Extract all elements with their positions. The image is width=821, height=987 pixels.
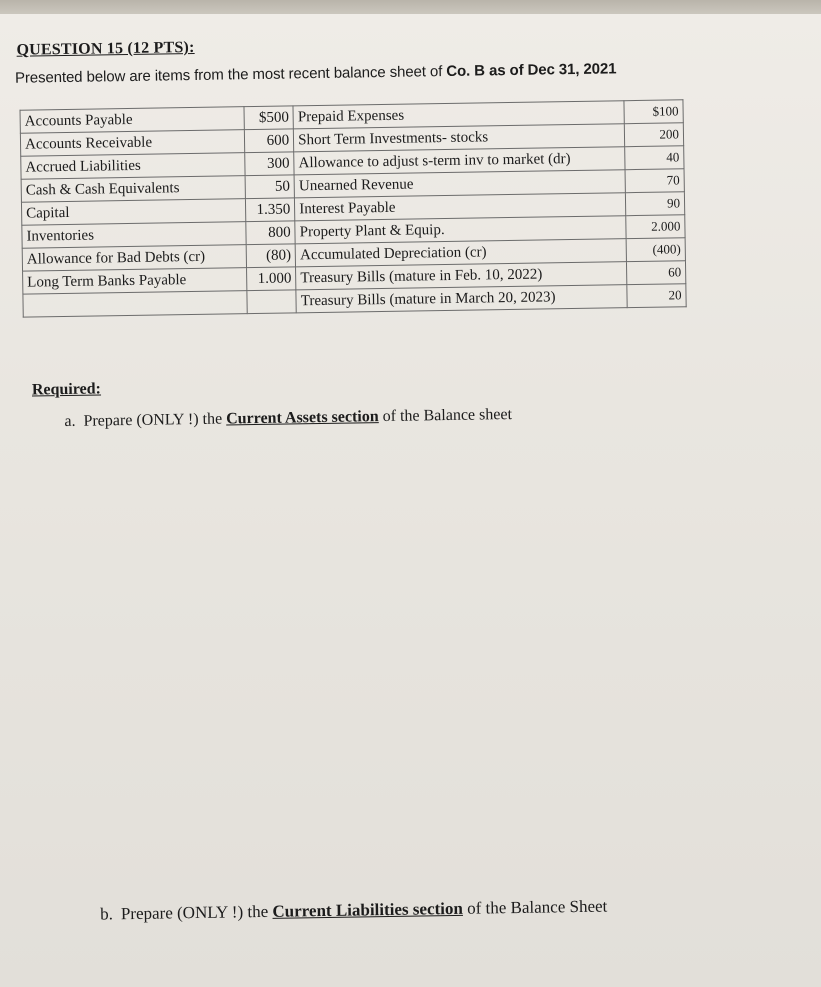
left-item-label: Long Term Banks Payable [23, 268, 247, 295]
part-a-text-before: Prepare (ONLY !) the [83, 410, 227, 430]
right-item-value: 200 [624, 123, 684, 147]
right-item-value: $100 [624, 100, 684, 124]
left-item-value: $500 [244, 106, 294, 130]
intro-company: Co. B as of Dec 31, 2021 [446, 60, 617, 80]
part-a-text-after: of the Balance sheet [378, 406, 513, 426]
right-item-value: 60 [626, 261, 686, 285]
left-item-value: 600 [244, 129, 294, 153]
right-item-value: 40 [624, 146, 684, 170]
part-a-instruction [64, 406, 512, 431]
left-item-value: 800 [246, 221, 296, 245]
right-item-label: Treasury Bills (mature in Feb. 10, 2022) [296, 262, 627, 290]
part-b-emphasis: Current Liabilities section [272, 898, 464, 921]
left-item-value: 1.000 [247, 267, 297, 291]
left-item-value: 50 [245, 175, 295, 199]
left-item-label [23, 291, 247, 318]
part-b-text-after: of the Balance Sheet [462, 896, 608, 918]
left-item-label: Cash & Cash Equivalents [21, 176, 245, 203]
right-item-label: Short Term Investments- stocks [294, 124, 625, 152]
question-title: QUESTION 15 (12 PTS): [16, 38, 195, 59]
part-b-instruction [100, 897, 607, 925]
left-item-label: Inventories [22, 222, 246, 249]
left-item-label: Accounts Receivable [20, 130, 244, 157]
left-item-label: Allowance for Bad Debts (cr) [22, 245, 246, 272]
part-b-text-before: Prepare (ONLY !) the [120, 901, 273, 924]
part-a-emphasis: Current Assets section [226, 408, 379, 428]
right-item-label: Allowance to adjust s-term inv to market (dr) [294, 147, 625, 175]
left-item-label: Capital [21, 199, 245, 226]
left-item-value: 300 [245, 152, 295, 176]
left-item-value [247, 290, 297, 314]
right-item-value: (400) [626, 238, 686, 262]
left-item-value: 1.350 [245, 198, 295, 222]
intro-text: Presented below are items from the most recent balance sheet of [14, 62, 447, 87]
left-item-value: (80) [246, 244, 296, 268]
paper-sheet [0, 14, 821, 987]
right-item-label: Property Plant & Equip. [295, 216, 626, 244]
right-item-value: 90 [625, 192, 685, 216]
right-item-value: 2.000 [625, 215, 685, 239]
right-item-label: Interest Payable [295, 193, 626, 221]
page-content [0, 1, 821, 987]
part-a-letter: a. [64, 412, 76, 431]
balance-sheet-items-table [20, 99, 687, 317]
right-item-label: Unearned Revenue [294, 170, 625, 198]
left-item-label: Accrued Liabilities [21, 153, 245, 180]
required-heading: Required: [31, 380, 102, 399]
right-item-label: Accumulated Depreciation (cr) [295, 239, 626, 267]
right-item-value: 20 [627, 284, 687, 308]
question-intro [15, 60, 617, 86]
part-b-letter: b. [100, 904, 114, 924]
right-item-label: Treasury Bills (mature in March 20, 2023) [296, 285, 627, 313]
right-item-label: Prepaid Expenses [293, 101, 624, 129]
left-item-label: Accounts Payable [20, 107, 244, 134]
right-item-value: 70 [625, 169, 685, 193]
